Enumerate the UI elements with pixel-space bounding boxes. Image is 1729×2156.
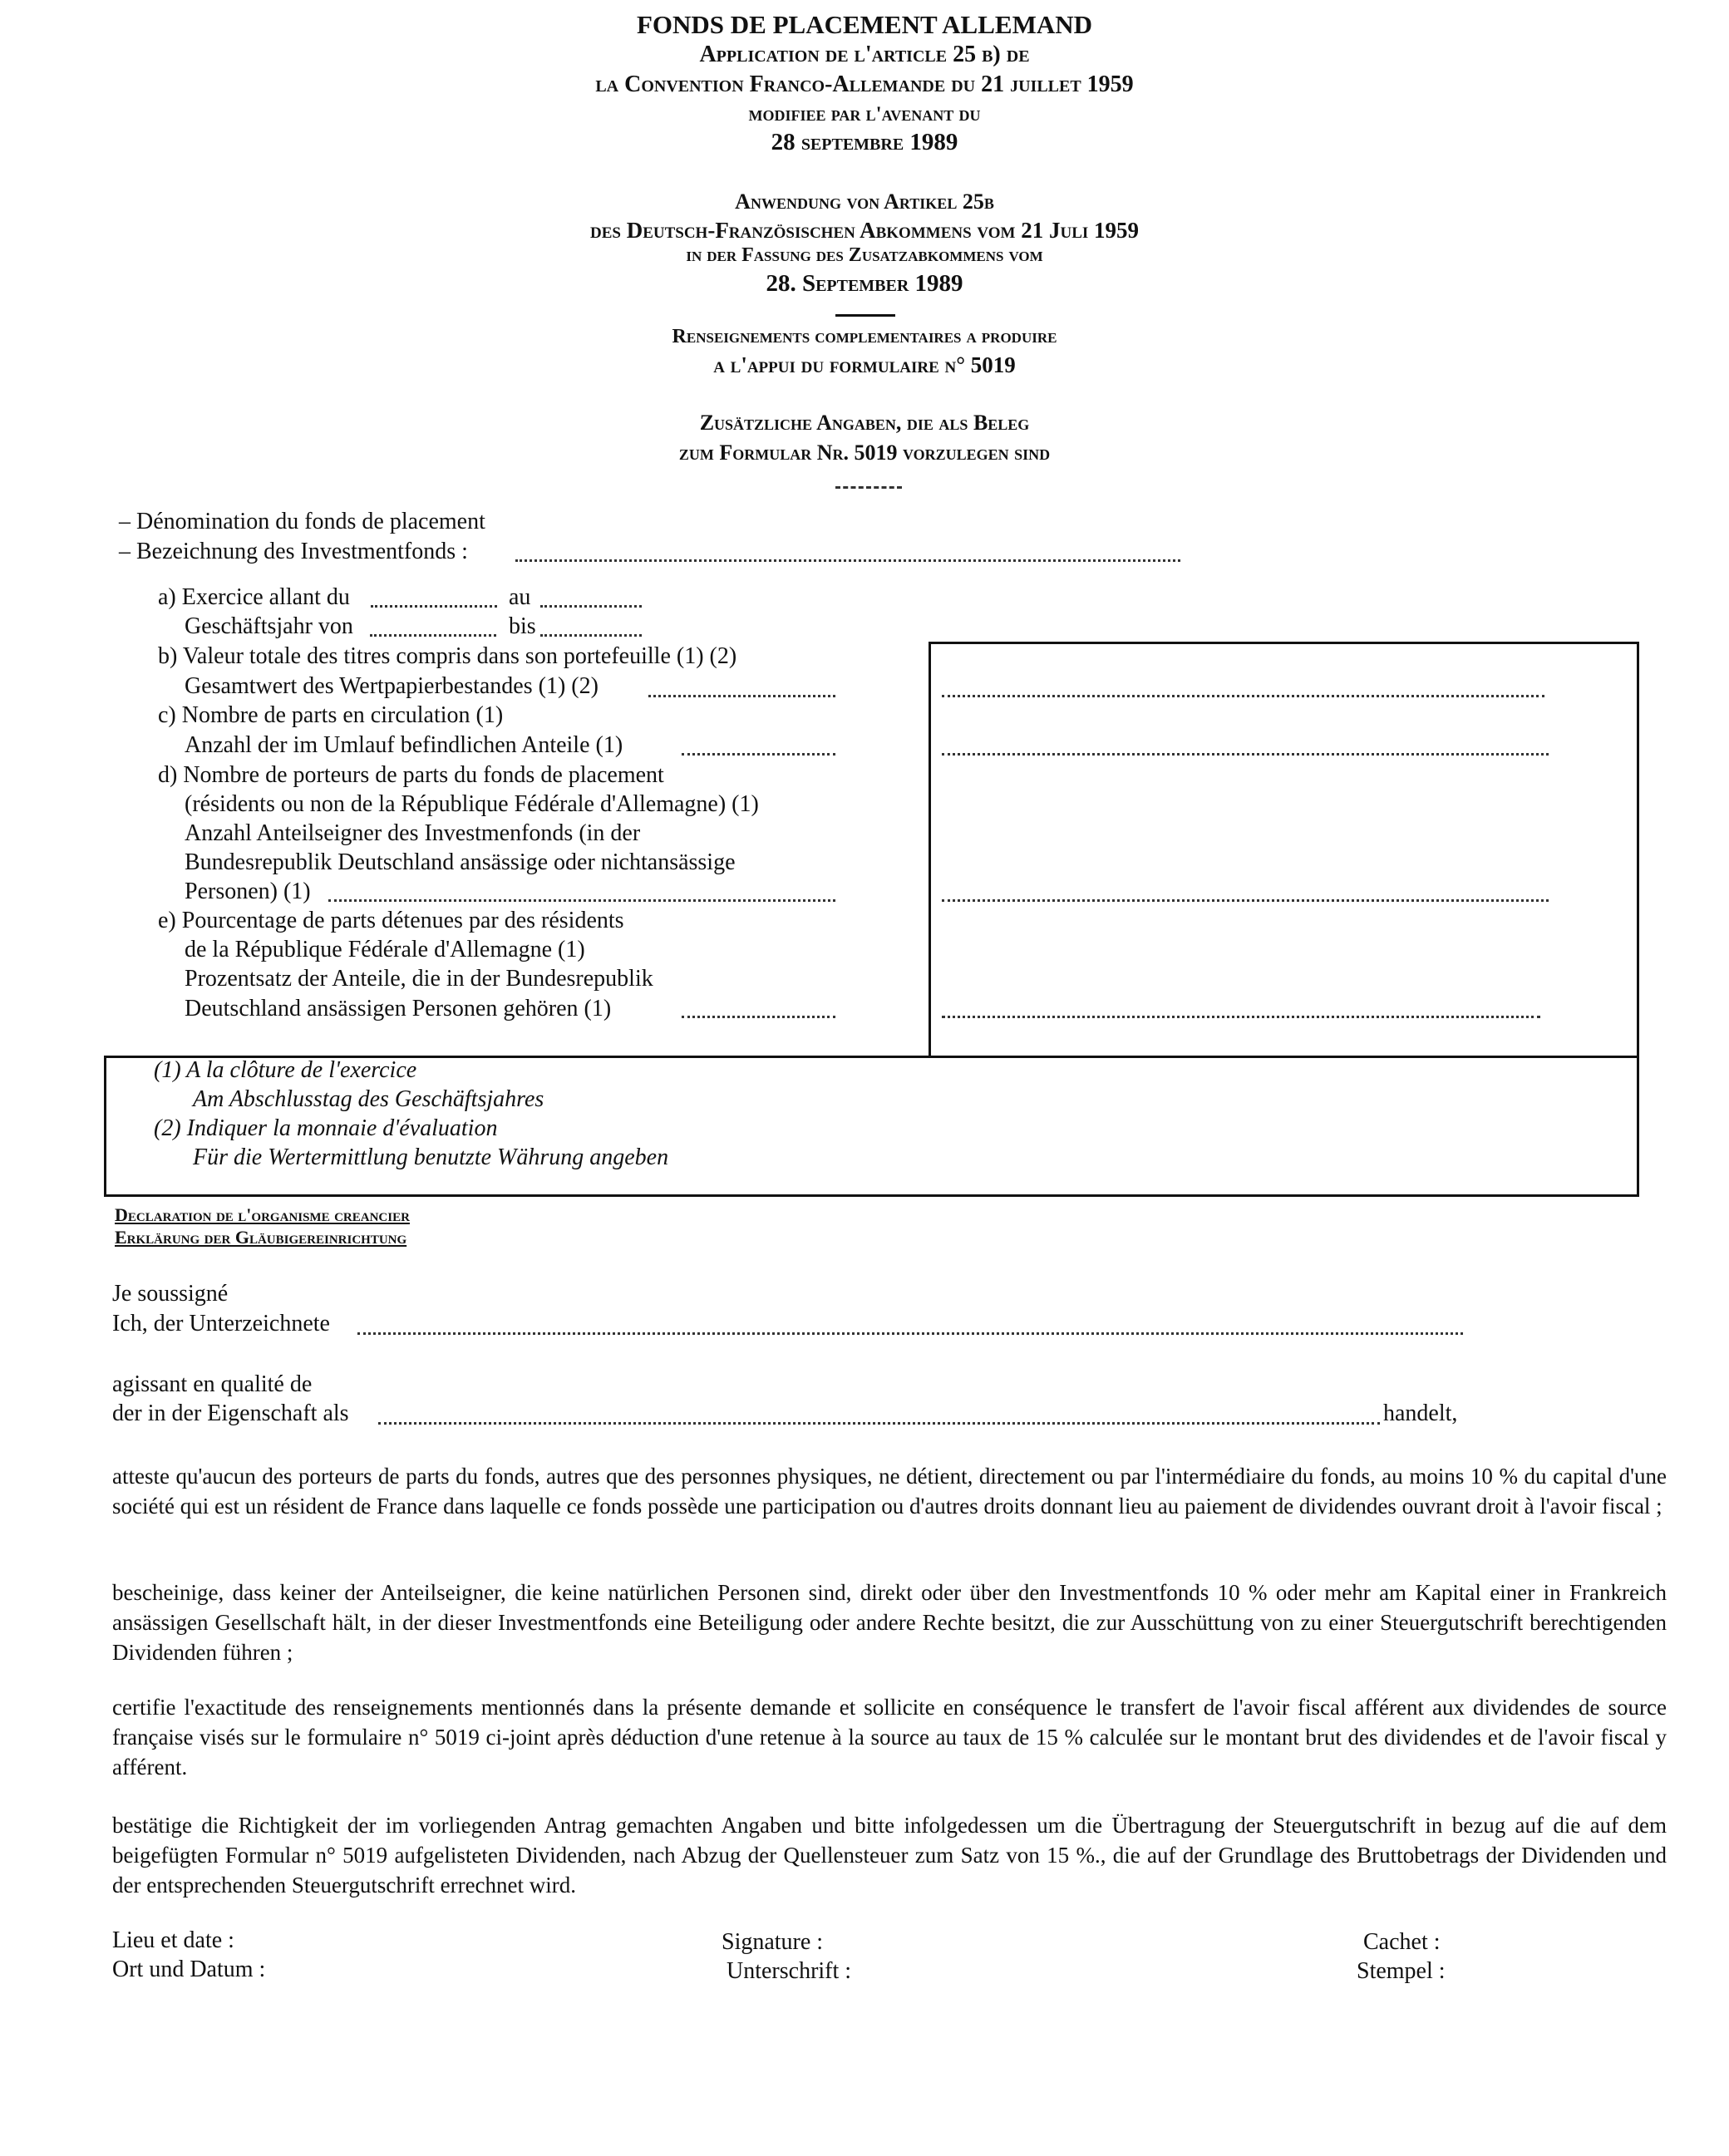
header-de-line4: 28. September 1989 [766, 270, 963, 297]
item-d-de2: Bundesrepublik Deutschland ansässige oder nichtansässige [185, 849, 736, 875]
fund-name-label-fr: – Dénomination du fonds de placement [119, 509, 485, 534]
item-d-de3: Personen) (1) [185, 879, 311, 904]
item-b-value-field[interactable] [942, 695, 1544, 697]
item-d-fr1: d) Nombre de porteurs de parts du fonds de placement [158, 762, 664, 788]
header-de-info1: Zusätzliche Angaben, die als Beleg [699, 411, 1030, 435]
item-e-fr2: de la République Fédérale d'Allemagne (1) [185, 937, 585, 962]
note-1-fr: (1) A la clôture de l'exercice [154, 1057, 417, 1083]
paragraph-certifie: certifie l'exactitude des renseignements mentionnés dans la présente demande et sollicite en conséquence le transfert de l'avoir fiscal afférent aux dividendes de source française visés sur le formulaire n° 5019 ci-joint après déduction d'une retenue à la source au taux de 15 % calculée sur le montant brut des dividendes et de l'avoir fiscal y afférent. [112, 1695, 1667, 1779]
item-b-fr: b) Valeur totale des titres compris dans son portefeuille (1) (2) [158, 643, 737, 669]
fund-name-label-de: – Bezeichnung des Investmentfonds : [119, 539, 468, 564]
header-de-line1: Anwendung von Artikel 25b [735, 190, 994, 214]
header-fr-line2: Application de l'article 25 b) de [699, 42, 1030, 67]
undersigned-name-field[interactable] [357, 1332, 1463, 1335]
header-fr-info2: a l'appui du formulaire n° 5019 [713, 352, 1016, 377]
paragraph-bescheinige: bescheinige, dass keiner der Anteilseigner, die keine natürlichen Personen sind, direkt oder über den Investmentfonds 10 % oder mehr am Kapital einer in Frankreich ansässigen Gesellschaft hält, in der dieser Investmentfonds eine Beteiligung oder andere Rechte besitzt, die zur Ausschüttung von zu einer Steuergutschrift berechtigenden Dividenden führen ; [112, 1580, 1667, 1665]
item-c-value-field[interactable] [942, 753, 1549, 756]
header-de-info2: zum Formular Nr. 5019 vorzulegen sind [678, 441, 1051, 465]
header-de-line3: in der Fassung des Zusatzabkommens vom [686, 244, 1043, 266]
header-title: FONDS DE PLACEMENT ALLEMAND [636, 10, 1092, 39]
item-d-de1: Anzahl Anteilseigner des Investmenfonds (in der [185, 820, 641, 846]
item-c-leader [682, 753, 835, 756]
item-a-fr: a) Exercice allant du [158, 584, 350, 610]
item-e-value-field[interactable] [942, 1016, 1540, 1018]
item-a-von-field[interactable] [370, 634, 496, 637]
note-2-fr: (2) Indiquer la monnaie d'évaluation [154, 1115, 498, 1141]
declaration-title-de: Erklärung der Gläubigereinrichtung [115, 1227, 407, 1248]
fund-name-field[interactable] [515, 559, 1180, 562]
je-soussigne-label: Je soussigné [112, 1281, 229, 1307]
unterschrift-label: Unterschrift : [727, 1958, 852, 1984]
note-1-de: Am Abschlusstag des Geschäftsjahres [193, 1086, 544, 1112]
cachet-label: Cachet : [1363, 1929, 1441, 1955]
item-e-de2: Deutschland ansässigen Personen gehören (1) [185, 996, 612, 1021]
item-a-from-field[interactable] [371, 605, 497, 608]
eigenschaft-label: der in der Eigenschaft als [112, 1400, 349, 1426]
ich-label: Ich, der Unterzeichnete [112, 1311, 330, 1336]
item-d-value-field[interactable] [942, 899, 1549, 902]
ort-datum-label: Ort und Datum : [112, 1957, 266, 1982]
paragraph-atteste: atteste qu'aucun des porteurs de parts du fonds, autres que des personnes physiques, ne détient, directement ou par l'intermédiaire du fonds, au moins 10 % du capital d'une société qui est un résident de France dans laquelle ce fonds possède une participation ou d'autres droits donnant lieu au paiement de dividendes ouvrant droit à l'avoir fiscal ; [112, 1464, 1667, 1519]
item-a-fr-to: au [509, 584, 531, 610]
signature-label: Signature : [722, 1929, 824, 1955]
item-e-leader [682, 1016, 835, 1018]
handelt-label: handelt, [1383, 1400, 1458, 1426]
item-a-to-field[interactable] [540, 605, 642, 608]
lieu-date-label: Lieu et date : [112, 1927, 234, 1953]
stempel-label: Stempel : [1357, 1958, 1446, 1984]
header-de-line2: des Deutsch-Französischen Abkommens vom 21 Juli 1959 [589, 218, 1140, 243]
header-rule-1 [835, 314, 895, 317]
item-d-leader [328, 899, 835, 902]
item-c-fr: c) Nombre de parts en circulation (1) [158, 702, 504, 728]
item-c-de: Anzahl der im Umlauf befindlichen Anteile (1) [185, 732, 623, 758]
item-a-bis-field[interactable] [540, 634, 642, 637]
note-2-de: Für die Wertermittlung benutzte Währung angeben [193, 1144, 669, 1170]
answer-box [929, 642, 1639, 1057]
item-a-de: Geschäftsjahr von [185, 613, 353, 639]
capacity-field[interactable] [378, 1422, 1380, 1425]
header-fr-info1: Renseignements complementaires a produire [672, 326, 1057, 347]
item-d-fr2: (résidents ou non de la République Fédérale d'Allemagne) (1) [185, 791, 759, 817]
header-rule-2 [835, 486, 902, 489]
header-fr-line3: la Convention Franco-Allemande du 21 juillet 1959 [595, 71, 1134, 97]
item-b-leader [648, 695, 835, 697]
item-b-de: Gesamtwert des Wertpapierbestandes (1) (2) [185, 673, 598, 699]
header-fr-line4: modifiee par l'avenant du [748, 103, 981, 126]
declaration-title-fr: Declaration de l'organisme creancier [115, 1204, 410, 1225]
agissant-label: agissant en qualité de [112, 1371, 313, 1397]
paragraph-bestaetige: bestätige die Richtigkeit der im vorliegenden Antrag gemachten Angaben und bitte infolgedessen um die Übertragung der Steuergutschrift in bezug auf die auf dem beigefügten Formular n° 5019 aufgelisteten Dividenden, nach Abzug der Quellensteuer zum Satz von 15 %., die auf der Grundlage des Bruttobetrags der Dividenden und der entsprechenden Steuergutschrift errechnet wird. [112, 1813, 1667, 1898]
item-e-fr1: e) Pourcentage de parts détenues par des résidents [158, 908, 624, 933]
item-a-de-to: bis [509, 613, 536, 639]
item-e-de1: Prozentsatz der Anteile, die in der Bundesrepublik [185, 966, 653, 992]
header-fr-line5: 28 septembre 1989 [771, 129, 958, 155]
